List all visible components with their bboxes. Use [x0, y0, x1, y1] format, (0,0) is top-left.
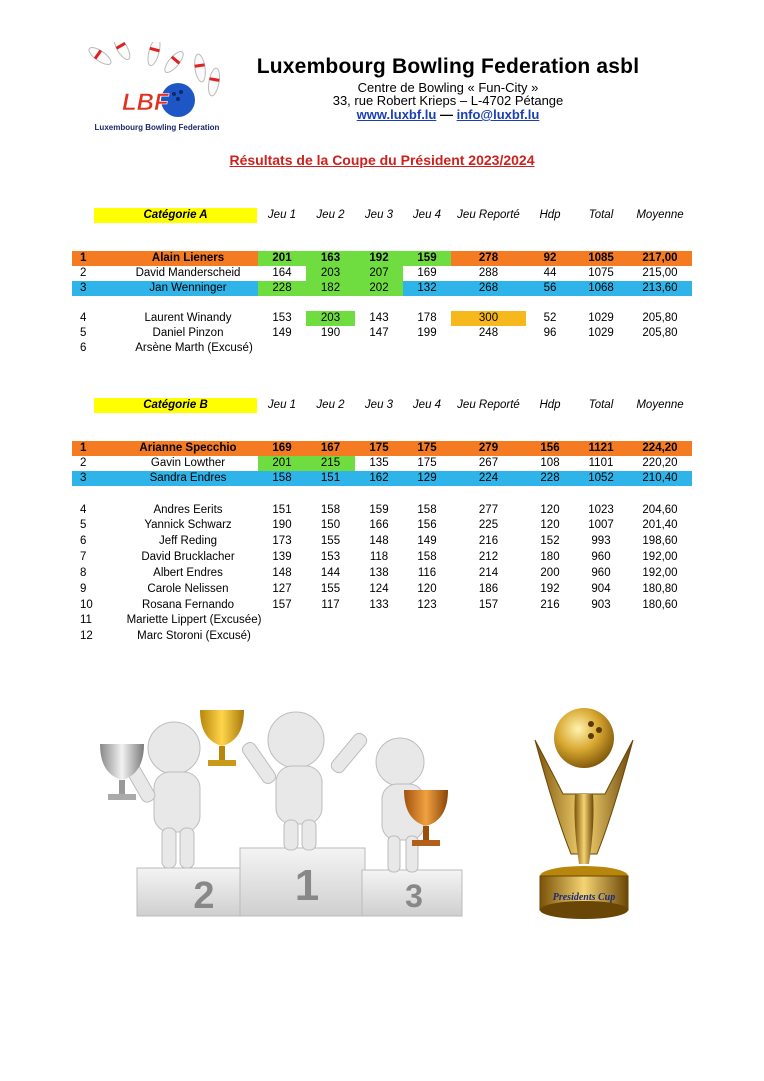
cell-rank: 10 [80, 599, 93, 611]
cell-tot: 904 [591, 583, 611, 595]
gold-cup-icon [200, 710, 244, 766]
table-row [72, 251, 692, 266]
cell-hdp: 108 [540, 457, 560, 469]
cell-rank: 3 [80, 282, 87, 294]
table-row [72, 613, 692, 628]
cell-j2: 158 [320, 504, 341, 516]
cell-hdp: 228 [540, 472, 560, 484]
cell-tot: 1052 [588, 472, 614, 484]
table-row [72, 629, 692, 644]
col-hdp: Hdp [539, 209, 561, 221]
cell-hdp: 120 [540, 519, 560, 531]
cell-hdp: 200 [540, 567, 560, 579]
cell-name: Alain Lieners [151, 252, 225, 264]
cell-rank: 4 [80, 504, 87, 516]
presidents-cup-trophy [525, 704, 643, 922]
cell-j2: 163 [306, 251, 355, 266]
cell-j4: 132 [417, 282, 437, 294]
cell-j3: 133 [369, 599, 389, 611]
cell-hdp: 216 [540, 599, 560, 611]
cell-tot: 993 [591, 535, 611, 547]
cell-rank: 9 [80, 583, 87, 595]
cell-j3: 147 [369, 327, 389, 339]
cell-rank: 5 [80, 327, 87, 339]
cell-tot: 1075 [588, 267, 614, 279]
cell-j1: 169 [272, 442, 292, 454]
cell-j4: 156 [417, 519, 437, 531]
cell-j1: 151 [272, 504, 292, 516]
cell-rank: 11 [80, 614, 92, 626]
cell-tot: 1085 [588, 252, 614, 264]
cell-moy: 180,80 [642, 583, 678, 595]
cell-j3: 138 [369, 567, 389, 579]
cell-name: Andres Eerits [153, 504, 223, 516]
col-j4: Jeu 4 [412, 209, 442, 221]
cell-j1: 149 [272, 327, 292, 339]
col-jr: Jeu Reporté [457, 209, 520, 221]
website-link[interactable]: www.luxbf.lu [356, 107, 437, 122]
cell-moy: 210,40 [642, 472, 678, 484]
logo-caption: Luxembourg Bowling Federation [94, 123, 220, 132]
table-row [72, 534, 692, 549]
cell-jr: 268 [478, 282, 499, 294]
cell-j4: 178 [417, 312, 437, 324]
cell-jr: 279 [478, 442, 499, 454]
cell-j3: 143 [369, 312, 389, 324]
cell-rank: 2 [80, 267, 87, 279]
cell-jr: 212 [478, 551, 499, 563]
podium-block-3 [362, 870, 462, 916]
podium-block-2 [137, 868, 247, 917]
cell-j1: 190 [272, 519, 292, 531]
logo-letters: LBF [122, 89, 169, 116]
podium-block-1 [240, 848, 365, 916]
cell-name: Arianne Specchio [139, 442, 237, 454]
cell-j1: 201 [258, 251, 306, 266]
cell-j4: 169 [417, 267, 437, 279]
cell-j3: 159 [369, 504, 389, 516]
col-moyenne: Moyenne [636, 209, 684, 221]
cell-hdp: 44 [543, 267, 557, 279]
table-row [72, 311, 692, 326]
podium-number-1: 1 [294, 861, 320, 910]
cell-j2: 150 [320, 519, 341, 531]
col-j3: Jeu 3 [364, 209, 394, 221]
cell-tot: 1121 [588, 442, 614, 454]
cell-moy: 180,60 [642, 599, 678, 611]
cell-j2: 190 [320, 327, 341, 339]
cell-jr: 216 [478, 535, 499, 547]
cell-j4: 175 [417, 442, 437, 454]
cell-rank: 8 [80, 567, 87, 579]
col-total: Total [588, 209, 614, 221]
cell-j4: 158 [417, 551, 437, 563]
cell-name: Gavin Lowther [150, 457, 226, 469]
cell-j3: 192 [355, 251, 403, 266]
cell-j1: 139 [272, 551, 292, 563]
cell-j2: 117 [321, 599, 340, 611]
cell-tot: 1029 [588, 327, 614, 339]
cell-j3: 166 [369, 519, 389, 531]
cell-hdp: 52 [543, 312, 557, 324]
cell-j1: 148 [272, 567, 292, 579]
podium-number-2: 2 [193, 875, 215, 917]
cell-j2: 153 [320, 551, 341, 563]
cell-j3: 202 [355, 281, 403, 296]
contact-line [242, 107, 654, 122]
cell-j1: 173 [272, 535, 292, 547]
table-row [72, 598, 692, 613]
table-row [72, 456, 692, 471]
contact-separator: — [439, 107, 453, 122]
table-row [72, 281, 692, 296]
cell-name: Carole Nelissen [147, 583, 229, 595]
cell-moy: 204,60 [642, 504, 678, 516]
cell-jr: 186 [478, 583, 499, 595]
cell-jr: 214 [478, 567, 499, 579]
cell-name: Yannick Schwarz [144, 519, 232, 531]
cell-tot: 1068 [588, 282, 614, 294]
cell-name: Jan Wenninger [149, 282, 227, 294]
cell-rank: 1 [80, 252, 87, 264]
cell-rank: 5 [80, 519, 87, 531]
cell-name: Arsène Marth (Excusé) [135, 342, 253, 354]
venue-line: Centre de Bowling « Fun-City » [357, 80, 539, 95]
table-row [72, 441, 692, 456]
cell-jr: 267 [478, 457, 499, 469]
cell-j4: 116 [417, 567, 437, 579]
cell-hdp: 92 [543, 252, 557, 264]
cell-j4: 175 [417, 457, 437, 469]
cell-moy: 224,20 [642, 442, 678, 454]
cell-name: Laurent Winandy [144, 312, 232, 324]
cell-moy: 205,80 [642, 327, 678, 339]
cell-j4: 123 [417, 599, 437, 611]
podium-illustration [92, 700, 472, 925]
cell-j4: 120 [417, 583, 437, 595]
cell-j1: 158 [272, 472, 292, 484]
cell-j1: 157 [272, 599, 292, 611]
cat-a-header [72, 208, 692, 223]
cell-j2: 167 [320, 442, 341, 454]
cell-jr: 224 [478, 472, 499, 484]
cell-j2: 182 [306, 281, 355, 296]
cell-rank: 2 [80, 457, 87, 469]
col-j1: Jeu 1 [267, 209, 297, 221]
cell-j1: 127 [272, 583, 292, 595]
cell-moy: 217,00 [642, 252, 678, 264]
col-j2: Jeu 2 [316, 399, 345, 411]
cell-hdp: 152 [540, 535, 560, 547]
cell-j2: 151 [320, 472, 341, 484]
cell-name: Marc Storoni (Excusé) [137, 630, 251, 642]
federation-logo [82, 42, 232, 134]
cell-jr: 157 [478, 599, 499, 611]
cell-j3: 162 [369, 472, 389, 484]
cell-name: Jeff Reding [159, 535, 217, 547]
cell-name: Rosana Fernando [141, 599, 235, 611]
cell-tot: 960 [591, 551, 611, 563]
cell-j1: 228 [258, 281, 306, 296]
col-moyenne: Moyenne [636, 399, 684, 411]
cell-rank: 1 [80, 442, 87, 454]
figure-first [240, 712, 369, 850]
cell-rank: 3 [80, 472, 87, 484]
cell-j1: 201 [258, 456, 306, 471]
cell-moy: 192,00 [642, 567, 678, 579]
cell-tot: 960 [591, 567, 611, 579]
email-link[interactable]: info@luxbf.lu [456, 107, 540, 122]
cell-tot: 903 [591, 599, 611, 611]
cell-j3: 207 [355, 266, 403, 281]
cell-jr: 288 [478, 267, 499, 279]
cell-j2: 203 [306, 266, 355, 281]
cat-a-label: Catégorie A [94, 208, 257, 223]
page-title: Résultats de la Coupe du Président 2023/2024 [229, 152, 535, 168]
cell-name: Sandra Endres [149, 472, 227, 484]
col-j4: Jeu 4 [412, 399, 442, 411]
cell-tot: 1101 [588, 457, 614, 469]
cell-rank: 6 [80, 342, 87, 354]
cell-j1: 164 [272, 267, 292, 279]
cell-hdp: 180 [540, 551, 560, 563]
trophy-ball-icon [554, 708, 614, 768]
cell-name: David Manderscheid [135, 267, 241, 279]
podium-number-3: 3 [405, 878, 423, 914]
cell-j3: 148 [369, 535, 389, 547]
cell-moy: 220,20 [642, 457, 678, 469]
cell-name: Albert Endres [153, 567, 223, 579]
address-line: 33, rue Robert Krieps – L-4702 Pétange [332, 93, 564, 108]
cat-b-header [72, 398, 692, 413]
cell-name: Mariette Lippert (Excusée) [126, 614, 262, 626]
cell-j4: 159 [403, 251, 451, 266]
cell-j2: 144 [320, 567, 341, 579]
cell-rank: 4 [80, 312, 87, 324]
cell-rank: 6 [80, 535, 87, 547]
cell-moy: 213,60 [642, 282, 678, 294]
cell-jr: 300 [451, 311, 526, 326]
table-row [72, 566, 692, 581]
col-j2: Jeu 2 [316, 209, 345, 221]
cell-hdp: 156 [540, 442, 560, 454]
cell-j2: 203 [306, 311, 355, 326]
cell-j4: 149 [417, 535, 437, 547]
cell-moy: 192,00 [642, 551, 678, 563]
cell-tot: 1029 [588, 312, 614, 324]
table-row [72, 341, 692, 356]
table-row [72, 471, 692, 486]
cell-moy: 198,60 [642, 535, 678, 547]
cell-j4: 199 [417, 327, 437, 339]
cell-j4: 129 [417, 472, 437, 484]
organization-name: Luxembourg Bowling Federation asbl [256, 55, 640, 78]
table-row [72, 582, 692, 597]
table-row [72, 266, 692, 281]
cell-hdp: 192 [540, 583, 560, 595]
table-row [72, 503, 692, 518]
cell-hdp: 56 [543, 282, 557, 294]
cell-name: Daniel Pinzon [152, 327, 224, 339]
cell-j2: 155 [320, 583, 341, 595]
cell-j4: 158 [417, 504, 437, 516]
cell-name: David Brucklacher [141, 551, 235, 563]
cell-tot: 1007 [588, 519, 614, 531]
trophy-caption: Presidents Cup [552, 892, 616, 903]
cell-jr: 278 [478, 252, 499, 264]
cell-hdp: 120 [540, 504, 560, 516]
cell-j3: 175 [369, 442, 389, 454]
cat-b-label: Catégorie B [94, 398, 257, 413]
col-total: Total [588, 399, 614, 411]
table-row [72, 326, 692, 341]
cell-moy: 215,00 [642, 267, 678, 279]
cell-jr: 225 [478, 519, 499, 531]
cell-rank: 12 [80, 630, 93, 642]
cell-tot: 1023 [588, 504, 614, 516]
cell-j3: 135 [369, 457, 389, 469]
col-j3: Jeu 3 [364, 399, 394, 411]
cell-moy: 205,80 [642, 312, 678, 324]
cell-j3: 124 [369, 583, 389, 595]
cell-hdp: 96 [543, 327, 557, 339]
cell-jr: 277 [478, 504, 499, 516]
table-row [72, 550, 692, 565]
cell-j3: 118 [369, 551, 389, 563]
cell-j2: 155 [320, 535, 341, 547]
cell-j1: 153 [272, 312, 292, 324]
table-row [72, 518, 692, 533]
col-hdp: Hdp [539, 399, 561, 411]
cell-moy: 201,40 [642, 519, 678, 531]
col-jr: Jeu Reporté [457, 399, 520, 411]
cell-j2: 215 [306, 456, 355, 471]
col-j1: Jeu 1 [267, 399, 297, 411]
cell-rank: 7 [80, 551, 87, 563]
cell-jr: 248 [478, 327, 499, 339]
